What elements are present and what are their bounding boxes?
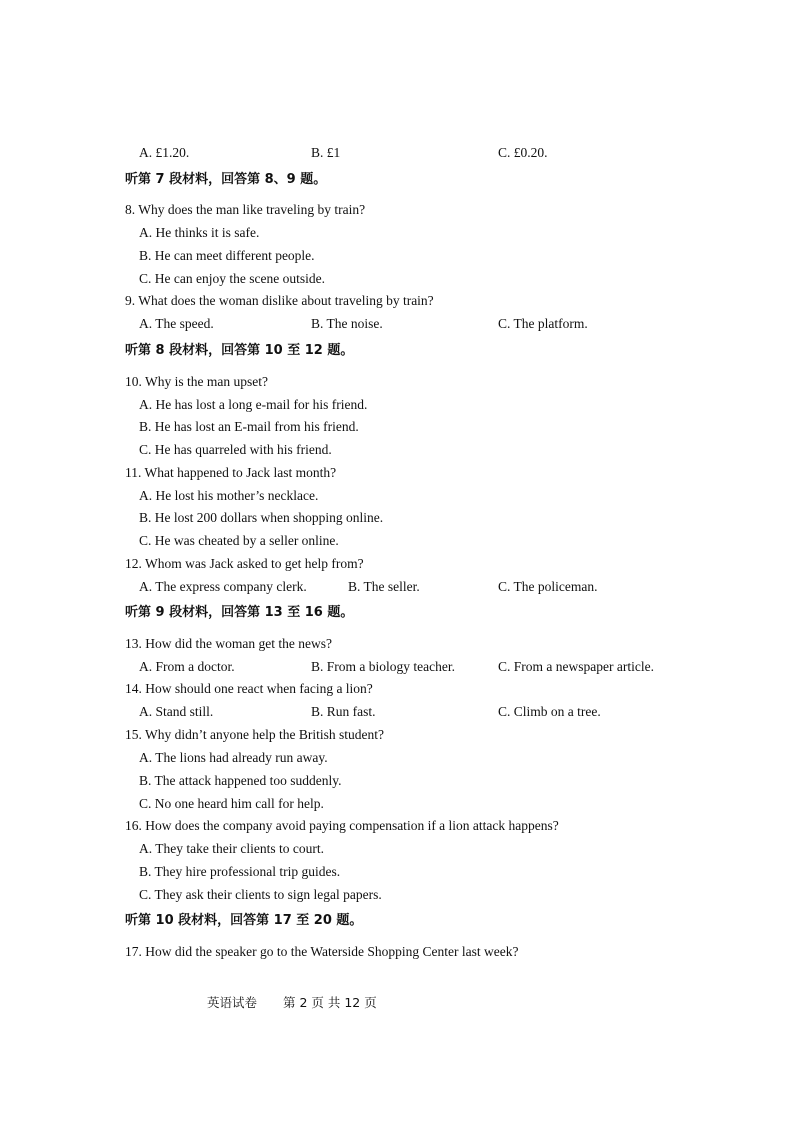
question-13: 13. How did the woman get the news?	[125, 636, 332, 651]
q7-option-a: A. £1.20.	[139, 145, 190, 160]
question-9: 9. What does the woman dislike about traveling by train?	[125, 293, 434, 308]
q11-option-c: C. He was cheated by a seller online.	[139, 533, 339, 548]
q13-option-b: B. From a biology teacher.	[311, 659, 455, 674]
question-15: 15. Why didn’t anyone help the British student?	[125, 727, 384, 742]
footer-subject: 英语试卷	[207, 995, 258, 1010]
question-11: 11. What happened to Jack last month?	[125, 465, 337, 480]
q8-option-b: B. He can meet different people.	[139, 248, 315, 263]
question-8: 8. Why does the man like traveling by train?	[125, 202, 366, 217]
q7-option-c: C. £0.20.	[498, 145, 548, 160]
q12-option-c: C. The policeman.	[498, 579, 598, 594]
q14-option-b: B. Run fast.	[311, 704, 376, 719]
q10-option-c: C. He has quarreled with his friend.	[139, 442, 332, 457]
q15-option-a: A. The lions had already run away.	[139, 750, 328, 765]
q10-option-a: A. He has lost a long e-mail for his friend.	[139, 397, 368, 412]
question-17: 17. How did the speaker go to the Waterside Shopping Center last week?	[125, 944, 519, 959]
q8-option-a: A. He thinks it is safe.	[139, 225, 260, 240]
q10-option-b: B. He has lost an E-mail from his friend.	[139, 419, 359, 434]
q13-option-c: C. From a newspaper article.	[498, 659, 654, 674]
q16-option-a: A. They take their clients to court.	[139, 841, 324, 856]
q9-option-c: C. The platform.	[498, 316, 588, 331]
question-16: 16. How does the company avoid paying compensation if a lion attack happens?	[125, 818, 559, 833]
q11-option-b: B. He lost 200 dollars when shopping online.	[139, 510, 384, 525]
q9-option-a: A. The speed.	[139, 316, 214, 331]
q12-option-b: B. The seller.	[348, 579, 420, 594]
q14-option-a: A. Stand still.	[139, 704, 214, 719]
question-12: 12. Whom was Jack asked to get help from?	[125, 556, 364, 571]
q7-option-b: B. £1	[311, 145, 341, 160]
q16-option-c: C. They ask their clients to sign legal papers.	[139, 887, 382, 902]
q8-option-c: C. He can enjoy the scene outside.	[139, 271, 325, 286]
section-heading-8: 听第 8 段材料，回答第 10 至 12 题。	[125, 343, 354, 358]
q9-option-b: B. The noise.	[311, 316, 383, 331]
section-heading-9: 听第 9 段材料，回答第 13 至 16 题。	[125, 605, 354, 620]
question-14: 14. How should one react when facing a lion?	[125, 681, 373, 696]
q13-option-a: A. From a doctor.	[139, 659, 235, 674]
q16-option-b: B. They hire professional trip guides.	[139, 864, 341, 879]
q12-option-a: A. The express company clerk.	[139, 579, 307, 594]
q14-option-c: C. Climb on a tree.	[498, 704, 601, 719]
question-10: 10. Why is the man upset?	[125, 374, 268, 389]
footer-page-number: 第 2 页 共 12 页	[283, 995, 377, 1010]
section-heading-7: 听第 7 段材料，回答第 8、9 题。	[125, 172, 327, 187]
section-heading-10: 听第 10 段材料，回答第 17 至 20 题。	[125, 913, 363, 928]
q15-option-c: C. No one heard him call for help.	[139, 796, 324, 811]
q11-option-a: A. He lost his mother’s necklace.	[139, 488, 319, 503]
q15-option-b: B. The attack happened too suddenly.	[139, 773, 342, 788]
